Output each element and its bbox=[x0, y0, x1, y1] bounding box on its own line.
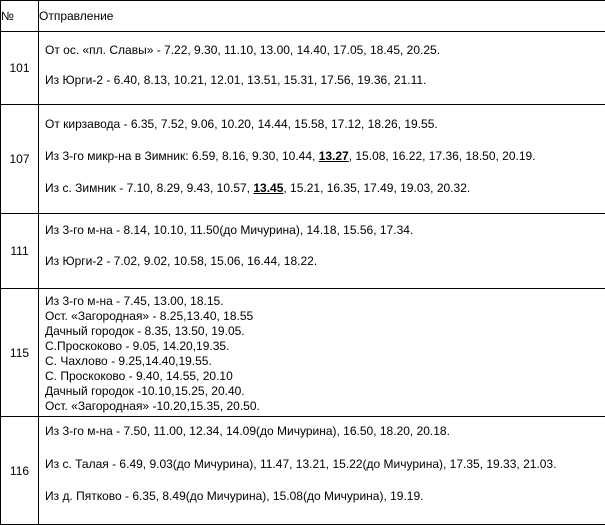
header-row bbox=[1, 1, 605, 32]
line-text: Ост. «Загородная» -10.20,15.35, 20.50. bbox=[45, 399, 260, 413]
line-text: Из 3-го м-на - 7.50, 11.00, 12.34, 14.09(до Мичурина), 16.50, 18.20, 20.18. bbox=[45, 424, 450, 438]
departure-line bbox=[45, 324, 245, 338]
departure-line bbox=[45, 117, 438, 131]
route-departures bbox=[39, 417, 605, 525]
route-number: 107 bbox=[1, 105, 39, 214]
departure-line bbox=[45, 294, 224, 308]
line-text: Дачный городок -10.10,15.25, 20.40. bbox=[45, 384, 245, 398]
route-number: 101 bbox=[1, 32, 39, 105]
departure-line bbox=[45, 457, 556, 471]
line-text: Из д. Пятково - 6.35, 8.49(до Мичурина), 15.08(до Мичурина), 19.19. bbox=[45, 489, 424, 503]
line-text: , 15.08, 16.22, 17.36, 18.50, 20.19. bbox=[349, 149, 536, 163]
departure-line bbox=[45, 339, 229, 353]
line-text: Из 3-го микр-на в Зимник: 6.59, 8.16, 9.30, 10.44, bbox=[45, 149, 319, 163]
line-text: Из Юрги-2 - 7.02, 9.02, 10.58, 15.06, 16.44, 18.22. bbox=[45, 254, 317, 268]
departure-line bbox=[45, 354, 212, 368]
departure-line bbox=[45, 254, 317, 268]
line-text: С. Проскоково - 9.40, 14.55, 20.10 bbox=[45, 369, 233, 383]
departure-line bbox=[45, 43, 440, 57]
column-header-departure: Отправление bbox=[39, 1, 605, 32]
line-text: Ост. «Загородная» - 8.25,13.40, 18.55 bbox=[45, 309, 253, 323]
line-text: Из 3-го м-на - 8.14, 10.10, 11.50(до Мичурина), 14.18, 15.56, 17.34. bbox=[45, 223, 413, 237]
departure-line bbox=[45, 369, 233, 383]
departure-line bbox=[45, 424, 450, 438]
line-text: Из с. Талая - 6.49, 9.03(до Мичурина), 11.47, 13.21, 15.22(до Мичурина), 17.35, 19.33, 21.03. bbox=[45, 457, 556, 471]
route-number: 115 bbox=[1, 289, 39, 417]
line-text: , 15.21, 16.35, 17.49, 19.03, 20.32. bbox=[283, 181, 470, 195]
route-departures bbox=[39, 105, 605, 214]
route-row bbox=[1, 32, 605, 105]
departure-line bbox=[45, 73, 426, 87]
departure-line bbox=[45, 181, 470, 195]
departure-line bbox=[45, 384, 245, 398]
departure-line bbox=[45, 399, 260, 413]
route-number: 111 bbox=[1, 214, 39, 289]
departure-line bbox=[45, 489, 424, 503]
line-text: Дачный городок - 8.35, 13.50, 19.05. bbox=[45, 324, 245, 338]
departure-line bbox=[45, 149, 536, 163]
departure-line bbox=[45, 223, 413, 237]
line-text: Из с. Зимник - 7.10, 8.29, 9.43, 10.57, bbox=[45, 181, 253, 195]
line-text: Из 3-го м-на - 7.45, 13.00, 18.15. bbox=[45, 294, 224, 308]
route-row bbox=[1, 105, 605, 214]
route-departures bbox=[39, 289, 605, 417]
line-text: От кирзавода - 6.35, 7.52, 9.06, 10.20, 14.44, 15.58, 17.12, 18.26, 19.55. bbox=[45, 117, 438, 131]
route-departures bbox=[39, 214, 605, 289]
highlighted-time: 13.27 bbox=[319, 149, 349, 163]
column-header-number: № bbox=[1, 1, 39, 32]
route-row bbox=[1, 214, 605, 289]
departure-line bbox=[45, 309, 253, 323]
highlighted-time: 13.45 bbox=[253, 181, 283, 195]
route-departures bbox=[39, 32, 605, 105]
route-number: 116 bbox=[1, 417, 39, 525]
route-row bbox=[1, 417, 605, 525]
line-text: С.Проскоково - 9.05, 14.20,19.35. bbox=[45, 339, 229, 353]
line-text: Из Юрги-2 - 6.40, 8.13, 10.21, 12.01, 13.51, 15.31, 17.56, 19.36, 21.11. bbox=[45, 73, 426, 87]
line-text: От ос. «пл. Славы» - 7.22, 9.30, 11.10, 13.00, 14.40, 17.05, 18.45, 20.25. bbox=[45, 43, 440, 57]
line-text: С. Чахлово - 9.25,14.40,19.55. bbox=[45, 354, 212, 368]
route-row bbox=[1, 289, 605, 417]
